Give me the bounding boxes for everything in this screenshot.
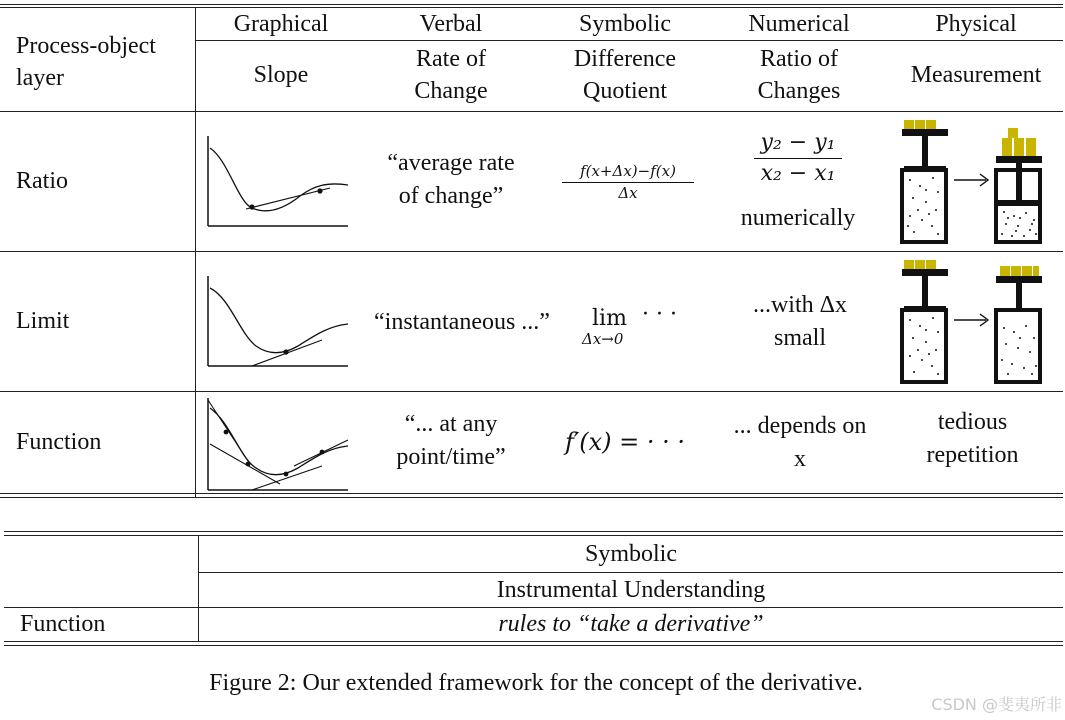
numerical-depends-text: ... depends on x: [733, 413, 867, 472]
concept-rate-text: Rate of Change: [414, 46, 488, 104]
symbolic-derivative: [545, 424, 705, 460]
table2-top-rule: [4, 531, 1063, 532]
numerical-depends-on-x: [730, 410, 870, 476]
header-concept-slope: [196, 42, 366, 108]
verbal-average-rate: [381, 128, 521, 232]
numerical-denominator: x₂ − x₁: [760, 161, 836, 186]
row-label-limit-text: Limit: [16, 308, 70, 334]
difference-quotient-numerator: f(x+Δx)−f(x): [580, 162, 676, 180]
verbal-any-point: [381, 408, 521, 474]
numerical-ratio-fraction: [734, 128, 862, 189]
verbal-instantaneous-text: “instantaneous ...”: [374, 309, 550, 335]
verbal-instantaneous: [372, 286, 552, 358]
piston-apparatus-limit: [898, 256, 1050, 386]
table2-rules-derivative: [199, 608, 1063, 640]
header-concept-ratio-of-changes: [729, 42, 869, 108]
table1-header-divider: [195, 40, 1063, 41]
table2-bottom-rule-2: [4, 645, 1063, 646]
graph-secant-ratio: [200, 130, 352, 230]
table1-bottom-rule: [0, 493, 1063, 494]
concept-quotient-text: Difference Quotient: [573, 46, 677, 104]
graph-tangent-limit: [200, 270, 352, 370]
header-representation-graphical: [196, 8, 366, 40]
header-concept-rate-of-change: [381, 42, 521, 108]
header-concept-measurement: [890, 42, 1062, 108]
verbal-average-rate-text: “average rate of change”: [387, 150, 515, 209]
table2-header-instrumental-text: Instrumental Understanding: [496, 576, 766, 603]
header-representation-numerical: [714, 8, 884, 40]
watermark-text: CSDN @斐夷所非: [931, 695, 1062, 714]
limit-operator: lim: [592, 306, 627, 331]
symbolic-difference-quotient: [556, 162, 700, 202]
physical-tedious-text: tedious repetition: [926, 409, 1019, 468]
table2-row-label-text: Function: [20, 611, 106, 637]
symbolic-derivative-text: f′(x) = · · ·: [564, 428, 686, 456]
figure-caption-text: Figure 2: Our extended framework for the concept of the derivative.: [209, 670, 863, 696]
table2-header-instrumental: [199, 573, 1063, 606]
verbal-any-point-text: “... at any point/time”: [396, 411, 506, 470]
header-representation-verbal: [366, 8, 536, 40]
limit-subscript: Δx→0: [582, 330, 624, 348]
piston-apparatus-ratio: [898, 118, 1050, 246]
corner-label: [16, 28, 191, 96]
numerical-with-small-delta: [728, 288, 872, 356]
difference-quotient-denominator: Δx: [618, 184, 638, 202]
numerical-note-text: numerically: [740, 205, 856, 231]
limit-ellipsis: · · ·: [642, 302, 677, 327]
row-label-ratio-text: Ratio: [16, 168, 68, 194]
header-symbolic-text: Symbolic: [578, 11, 671, 37]
header-representation-physical: [890, 8, 1062, 40]
header-numerical-text: Numerical: [748, 11, 850, 37]
header-physical-text: Physical: [935, 11, 1017, 37]
numerical-with-small-delta-text: ...with Δx small: [752, 292, 848, 351]
graph-tangents-function: [200, 394, 352, 494]
header-verbal-text: Verbal: [419, 11, 483, 37]
concept-measurement-text: Measurement: [910, 62, 1042, 88]
header-graphical-text: Graphical: [233, 11, 329, 37]
numerical-numerator: y₂ − y₁: [760, 130, 836, 155]
numerical-note: [718, 202, 878, 234]
symbolic-limit: [576, 302, 686, 350]
table2-header-symbolic: [199, 537, 1063, 571]
table2-rules-text: rules to “take a derivative”: [498, 611, 764, 637]
physical-tedious-repetition: [900, 406, 1045, 472]
table2-bottom-rule: [4, 641, 1063, 642]
table1-top-rule: [0, 4, 1063, 5]
row-label-ratio: [16, 112, 191, 250]
row-label-limit: [16, 252, 191, 390]
table2-row-label-function: [20, 608, 195, 640]
watermark: [902, 692, 1062, 715]
header-representation-symbolic: [540, 8, 710, 40]
corner-label-text: Process-object layer: [16, 33, 156, 91]
header-concept-difference-quotient: [555, 42, 695, 108]
table2-top-rule-2: [4, 535, 1063, 536]
concept-ratio-text: Ratio of Changes: [757, 46, 841, 104]
concept-slope-text: Slope: [253, 62, 309, 88]
table2-header-symbolic-text: Symbolic: [584, 541, 677, 567]
row-label-function: [16, 392, 191, 492]
row-label-function-text: Function: [16, 429, 102, 455]
table1-bottom-rule-2: [0, 497, 1063, 498]
